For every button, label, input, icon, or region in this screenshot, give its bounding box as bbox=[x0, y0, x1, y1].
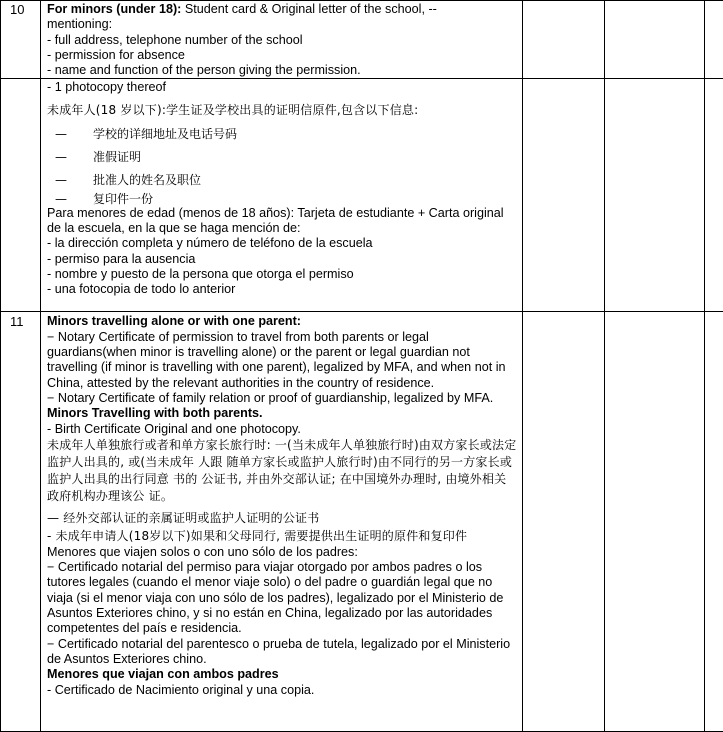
zh-intro: 未成年人(18 岁以下):学生证及学校出具的证明信原件,包含以下信息: bbox=[47, 102, 518, 118]
es-line: - la dirección completa y número de teléfono de la escuela bbox=[47, 236, 518, 251]
row-10-english-text bbox=[41, 1, 523, 79]
empty-cell bbox=[705, 1, 723, 79]
empty-cell bbox=[523, 1, 605, 79]
en-line: - full address, telephone number of the school bbox=[47, 33, 518, 48]
es-paragraph: − Certificado notarial del permiso para viajar otorgado por ambos padres o los tutores legales (cuando el menor viaje solo) o del padre o guardián legal que no viaja (si el menor viaja con uno sólo de los padres), legalizado por el Ministerio de Asuntos Exteriores chino, y si no están en China, legalizado por las autoridades competentes del país e residencia. bbox=[47, 560, 518, 636]
zh-item-text: 复印件一份 bbox=[93, 192, 153, 206]
row-number-11: 11 bbox=[1, 312, 41, 732]
minors-heading-bold: For minors (under 18): bbox=[47, 2, 181, 16]
row-10-multilingual-text bbox=[41, 79, 523, 312]
dash-mark: — bbox=[47, 192, 93, 206]
es-line: - nombre y puesto de la persona que otorga el permiso bbox=[47, 267, 518, 282]
row-number-blank bbox=[1, 79, 41, 312]
es-line: - permiso para la ausencia bbox=[47, 252, 518, 267]
heading-minors-both-parents: Minors Travelling with both parents. bbox=[47, 406, 518, 421]
zh-item bbox=[47, 173, 518, 187]
es-paragraph: Menores que viajen solos o con uno sólo de los padres: bbox=[47, 545, 518, 560]
zh-item bbox=[47, 127, 518, 141]
photocopy-line: - 1 photocopy thereof bbox=[47, 80, 518, 95]
zh-paragraph: - 未成年申请人(18岁以下)如果和父母同行, 需要提供出生证明的原件和复印件 bbox=[47, 529, 518, 543]
minors-heading bbox=[47, 2, 518, 17]
es-paragraph-cut: - Certificado de Nacimiento original y una copia. bbox=[47, 683, 518, 698]
empty-cell bbox=[705, 312, 723, 732]
empty-cell bbox=[605, 312, 705, 732]
en-paragraph: − Notary Certificate of family relation or proof of guardianship, legalized by MFA. bbox=[47, 391, 518, 406]
zh-item-text: 学校的详细地址及电话号码 bbox=[93, 127, 237, 141]
dash-mark: — bbox=[47, 173, 93, 187]
en-paragraph: − Notary Certificate of permission to travel from both parents or legal guardians(when minor is travelling alone) or the parent or legal guardian not travelling (if minor is travelling with one parent), legalized by MFA, and when not in China, attested by the relevant authorities in the country of residence. bbox=[47, 330, 518, 391]
row-11-multilingual-text bbox=[41, 312, 523, 732]
zh-paragraph: 未成年人单独旅行或者和单方家长旅行时: 一(当未成年人单独旅行时)由双方家长或法定监护人出具的, 或(当未成年 人跟 随单方家长或监护人旅行时)由不同行的另一方家长或监护人出具的出行同意 书的 公证书, 并由外交部认证; 在中国境外办理时, 由境外相关政府机构办理该公 证。 bbox=[47, 437, 518, 505]
zh-item-text: 批准人的姓名及职位 bbox=[93, 173, 201, 187]
en-line: - name and function of the person giving the permission. bbox=[47, 63, 518, 78]
zh-item-text: 准假证明 bbox=[93, 150, 141, 164]
zh-item bbox=[47, 192, 518, 206]
zh-paragraph: — 经外交部认证的亲属证明或监护人证明的公证书 bbox=[47, 510, 518, 526]
en-paragraph: - Birth Certificate Original and one photocopy. bbox=[47, 422, 518, 437]
empty-cell bbox=[523, 79, 605, 312]
minors-heading-rest: Student card & Original letter of the school, -- bbox=[181, 2, 437, 16]
heading-minors-alone: Minors travelling alone or with one parent: bbox=[47, 314, 518, 329]
table-row bbox=[1, 312, 723, 732]
row-number-10: 10 bbox=[1, 1, 41, 79]
dash-mark: — bbox=[47, 127, 93, 141]
table-row bbox=[1, 1, 723, 79]
empty-cell bbox=[605, 79, 705, 312]
en-line: - permission for absence bbox=[47, 48, 518, 63]
en-line: mentioning: bbox=[47, 17, 518, 32]
heading-menores-ambos-padres: Menores que viajan con ambos padres bbox=[47, 667, 518, 682]
empty-cell bbox=[605, 1, 705, 79]
dash-mark: — bbox=[47, 150, 93, 164]
es-paragraph: − Certificado notarial del parentesco o prueba de tutela, legalizado por el Ministerio de Asuntos Exteriores chino. bbox=[47, 637, 518, 668]
table-row bbox=[1, 79, 723, 312]
empty-cell bbox=[523, 312, 605, 732]
es-line: Para menores de edad (menos de 18 años): Tarjeta de estudiante + Carta original de la escuela, en la que se haga mención de: bbox=[47, 206, 518, 237]
es-line: - una fotocopia de todo lo anterior bbox=[47, 282, 518, 297]
zh-item bbox=[47, 150, 518, 164]
empty-cell bbox=[705, 79, 723, 312]
